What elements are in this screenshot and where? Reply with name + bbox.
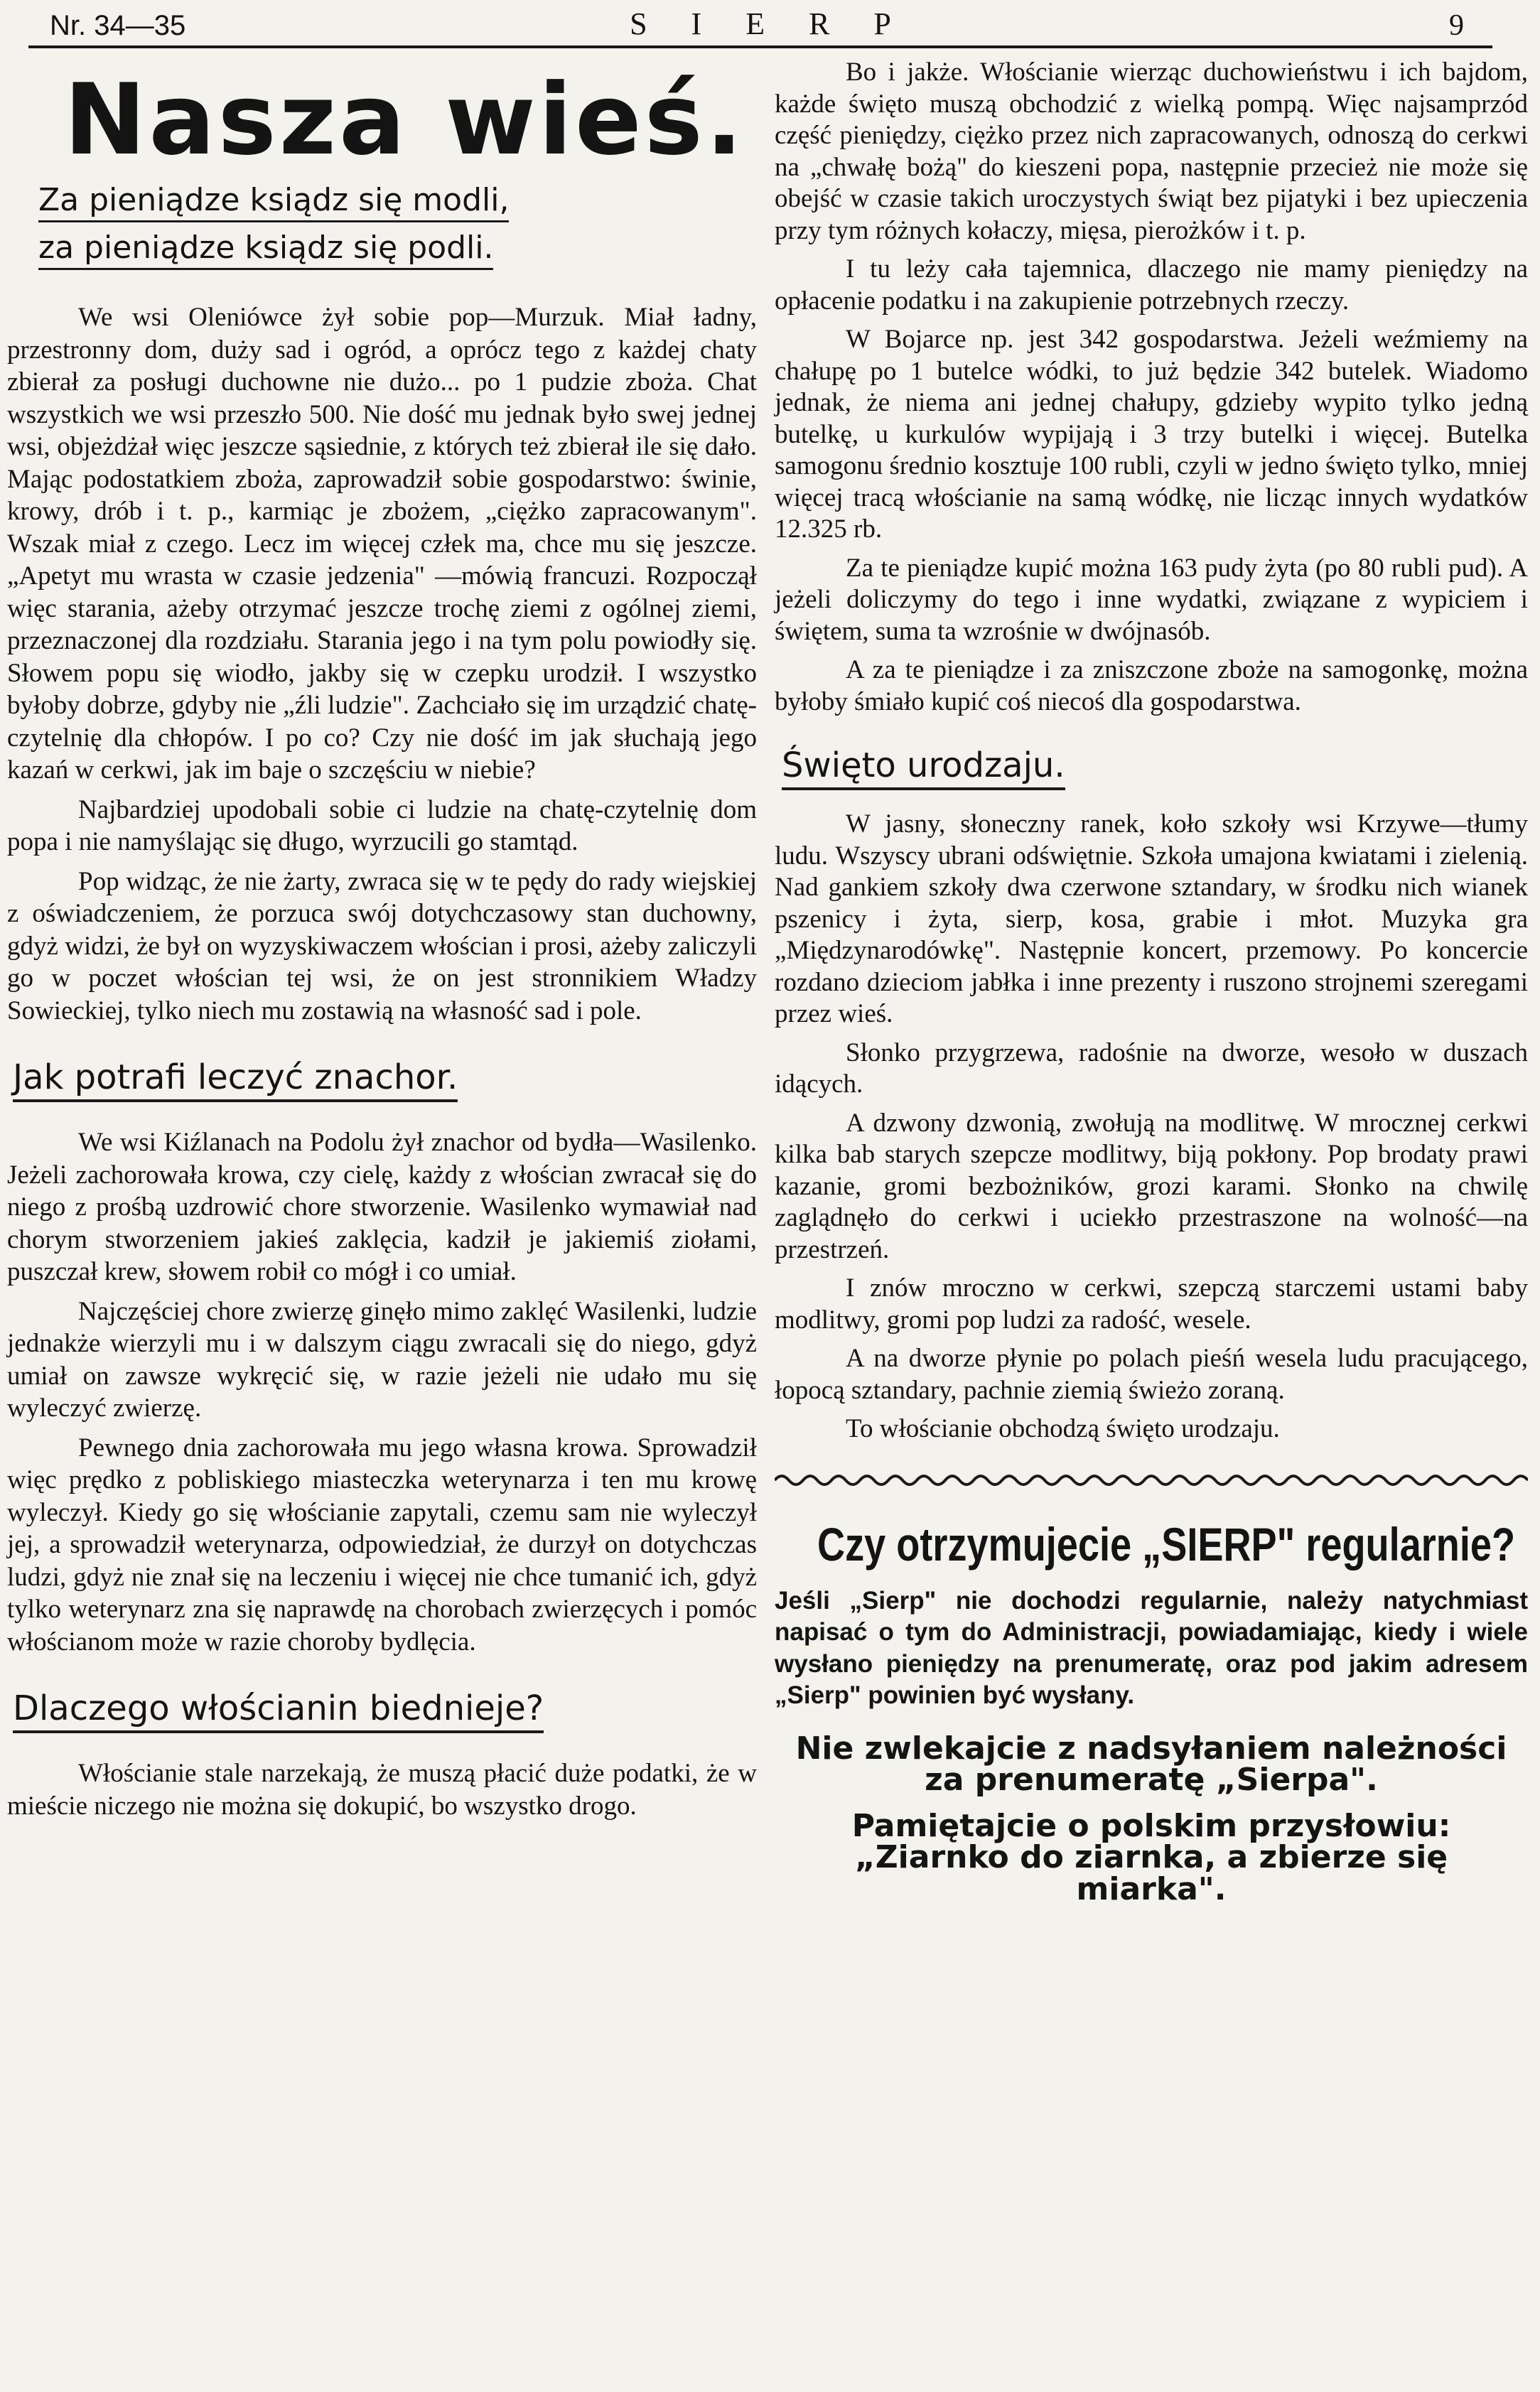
article-poverty (7, 1757, 757, 1822)
paragraph: A dzwony dzwonią, zwołują na modlitwę. W mrocznej cerkwi kilka bab starych szepcze modlitwy, biją pokłony. Pop brodaty prawi kazanie, gromi bezbożników, grozi karami. Słonko na chwilę zaglądnęło do cerkwi i uciekło przestraszone na wolność—na przestrzeń. (775, 1108, 1528, 1264)
article-heading-harvest: Święto urodzaju. (782, 743, 1065, 790)
paragraph: Najczęściej chore zwierzę ginęło mimo zaklęć Wasilenki, ludzie jednakże wierzyli mu i w dalszym ciągu zwracali się do niego, gdyż umiał on zawsze wykręcić się, w razie jeżeli nie udało mu się wyleczyć zwierzę. (7, 1296, 757, 1423)
paragraph: I znów mroczno w cerkwi, szepczą starczemi ustami baby modlitwy, gromi pop ludzi za radość, wesele. (775, 1273, 1528, 1335)
payment-appeal: Nie zwlekajcie z nadsyłaniem należności za prenumeratę „Sierpa". (795, 1730, 1507, 1798)
paragraph: We wsi Oleniówce żył sobie pop—Murzuk. Miał ładny, przestronny dom, duży sad i ogród, a oprócz tego z każdej chaty zbierał za posługi duchowne nie dużo... po 1 pudzie zboża. Chat wszystkich we wsi przeszło 500. Nie dość mu jednak było swej jednej wsi, objeżdżał więc jeszcze sąsiednie, z których też zbierał ile się dało. Mając podostatkiem zboża, zaprowadził sobie gospodarstwo: świnie, krowy, drób i t. p., karmiąc je zbożem, „ciężko zapracowanym". Wszak miał z czego. Lecz im więcej człek ma, chce mu się jeszcze. „Apetyt mu wrasta w czasie jedzenia" —mówią francuzi. Rozpoczął więc starania, ażeby otrzymać jeszcze trochę ziemi z ogólnej ziemi, przeznaczonej dla rozdziału. Starania jego i na tym polu powiodły się. Słowem popu się wiodło, jakby się w czepku urodził. I wszystko byłoby dobrze, gdyby nie „źli ludzie". Zachciało się im urządzić chatę-czytelnię dla chłopów. I po co? Czy nie dość im jak słuchają jego kazań w cerkwi, jak im baje o szczęściu w niebie? (7, 303, 757, 785)
issue-number: Nr. 34—35 (50, 10, 186, 41)
wavy-divider (775, 1470, 1528, 1491)
subscription-notice-title: Czy otrzymujecie „SIERP" regularnie? (817, 1517, 1516, 1571)
article-heading-poverty: Dlaczego włościanin biednieje? (13, 1686, 544, 1733)
paragraph: Za te pieniądze kupić można 163 pudy żyta (po 80 rubli pud). A jeżeli doliczymy do tego i inne wydatki, związane z wypiciem i świętem, suma ta wzrośnie w dwójnasób. (775, 553, 1528, 646)
paragraph: A za te pieniądze i za zniszczone zboże na samogonkę, można byłoby śmiało kupić coś niecoś dla gospodarstwa. (775, 655, 1528, 716)
paragraph: We wsi Kiźlanach na Podolu żył znachor od bydła—Wasilenko. Jeżeli zachorowała krowa, czy cielę, każdy z włościan zwracał się do niego z prośbą uzdrowić chore stworzenie. Wasilenko wymawiał nad chorym stworzeniem jakieś zaklęcia, kadził je jakiemiś ziołami, puszczał krew, słowem robił co mógł i co umiał. (7, 1128, 757, 1286)
masthead-motto (7, 181, 757, 276)
paragraph: W Bojarce np. jest 342 gospodarstwa. Jeżeli weźmiemy na chałupę po 1 butelce wódki, to już będzie 342 butelek. Wiadomo jednak, że niema ani jednej chałupy, gdzieby wypito tylko jedną butelkę, u kurkulów wypijają i 3 trzy butelki i więcej. Butelka samogonu średnio kosztuje 100 rubli, czyli w jedno święto tylko, mniej więcej tracą włościanie na samą wódkę, nie licząc innych wydatków 12.325 rb. (775, 325, 1528, 544)
proverb-text: „Ziarnko do ziarnka, a zbierze się miarka". (854, 1839, 1448, 1907)
page-number: 9 (1449, 9, 1464, 42)
left-column (7, 57, 757, 1829)
paragraph: Najbardziej upodobali sobie ci ludzie na chatę-czytelnię dom popa i nie namyślając się długo, wyrzucili go stamtąd. (7, 794, 757, 856)
paragraph: Bo i jakże. Włościanie wierząc duchowieństwu i ich bajdom, każde święto muszą obchodzić z wielką pompą. Więc najsamprzód część pieniędzy, ciężko przez nich zapracowanych, odnoszą do cerkwi na „chwałę bożą" do kieszeni popa, następnie przecież nie może się obejść w czasie takich uroczystych świąt bez pijatyki i bez upieczenia przy tym różnych kołaczy, mięsa, pierożków i t. p. (775, 58, 1528, 245)
paragraph: Pewnego dnia zachorowała mu jego własna krowa. Sprowadził więc prędko z pobliskiego miasteczka weterynarza i ten mu krowę wyleczył. Kiedy go się włościanie zapytali, czemu sam nie wyleczył jej, a sprowadził weterynarza, odpowiedział, że durzył on dotychczas ludzi, gdyż nie znał się na leczeniu i więcej nie chce tumanić ich, gdyż tylko weterynarz zna się naprawdę na chorobach zwierzęcych i pomóc włościanom może w razie choroby bydlęcia. (7, 1433, 757, 1656)
motto-line-1: Za pieniądze ksiądz się modli, (38, 181, 509, 222)
motto-line-2: za pieniądze ksiądz się podli. (38, 228, 493, 270)
paragraph: Słonko przygrzewa, radośnie na dworze, wesoło w duszach idących. (775, 1038, 1528, 1099)
paragraph: Pop widząc, że nie żarty, zwraca się w te pędy do rady wiejskiej z oświadczeniem, że porzuca swój dotychczasowy stan duchowny, gdyż widzi, że był on wyzyskiwaczem włościan i prosi, ażeby zaliczyli go w poczet włościan tej wsi, że on jest stronnikiem Władzy Sowieckiej, tylko niech mu zostawią na własność sad i pole. (7, 866, 757, 1025)
proverb-intro: Pamiętajcie o polskim przysłowiu: (851, 1807, 1451, 1844)
paragraph: To włościanie obchodzą święto urodzaju. (846, 1414, 1280, 1443)
subscription-notice-body: Jeśli „Sierp" nie dochodzi regularnie, należy natychmiast napisać o tym do Administracji, powiadamiając, kiedy i wiele wysłano pieniędzy na prenumeratę, oraz pod jakim adresem „Sierp" powinien być wysłany. (775, 1586, 1528, 1709)
article-healer (7, 1126, 757, 1658)
section-masthead: Nasza wieś. (64, 63, 746, 177)
article-poverty-continued (775, 57, 1528, 718)
article-heading-healer: Jak potrafi leczyć znachor. (13, 1055, 458, 1102)
article-harvest (775, 809, 1528, 1445)
paper-title: SIERP (630, 6, 935, 41)
paragraph: A na dworze płynie po polach pieśń wesela ludu pracującego, łopocą sztandary, pachnie ziemią świeżo zoraną. (775, 1344, 1528, 1405)
running-header (28, 4, 1492, 48)
article-village-priest (7, 301, 757, 1027)
paragraph: I tu leży cała tajemnica, dlaczego nie mamy pieniędzy na opłacenie podatku i na zakupienie potrzebnych rzeczy. (775, 254, 1528, 316)
paragraph: Włościanie stale narzekają, że muszą płacić duże podatki, że w mieście niczego nie można się dokupić, bo wszystko drogo. (7, 1759, 757, 1821)
right-column (775, 57, 1528, 1919)
paragraph: W jasny, słoneczny ranek, koło szkoły wsi Krzywe—tłumy ludu. Wszyscy ubrani odświętnie. Szkoła umajona kwiatami i zielenią. Nad gankiem szkoły dwa czerwone sztandary, w środku nich wianek pszenicy i żyta, sierp, kosa, grabie i młot. Muzyka gra „Międzynarodówkę". Następnie koncert, przemowy. Po koncercie rozdano dzieciom jabłka i inne prezenty i ruszono strojnemi szeregami przez wieś. (775, 809, 1528, 1028)
